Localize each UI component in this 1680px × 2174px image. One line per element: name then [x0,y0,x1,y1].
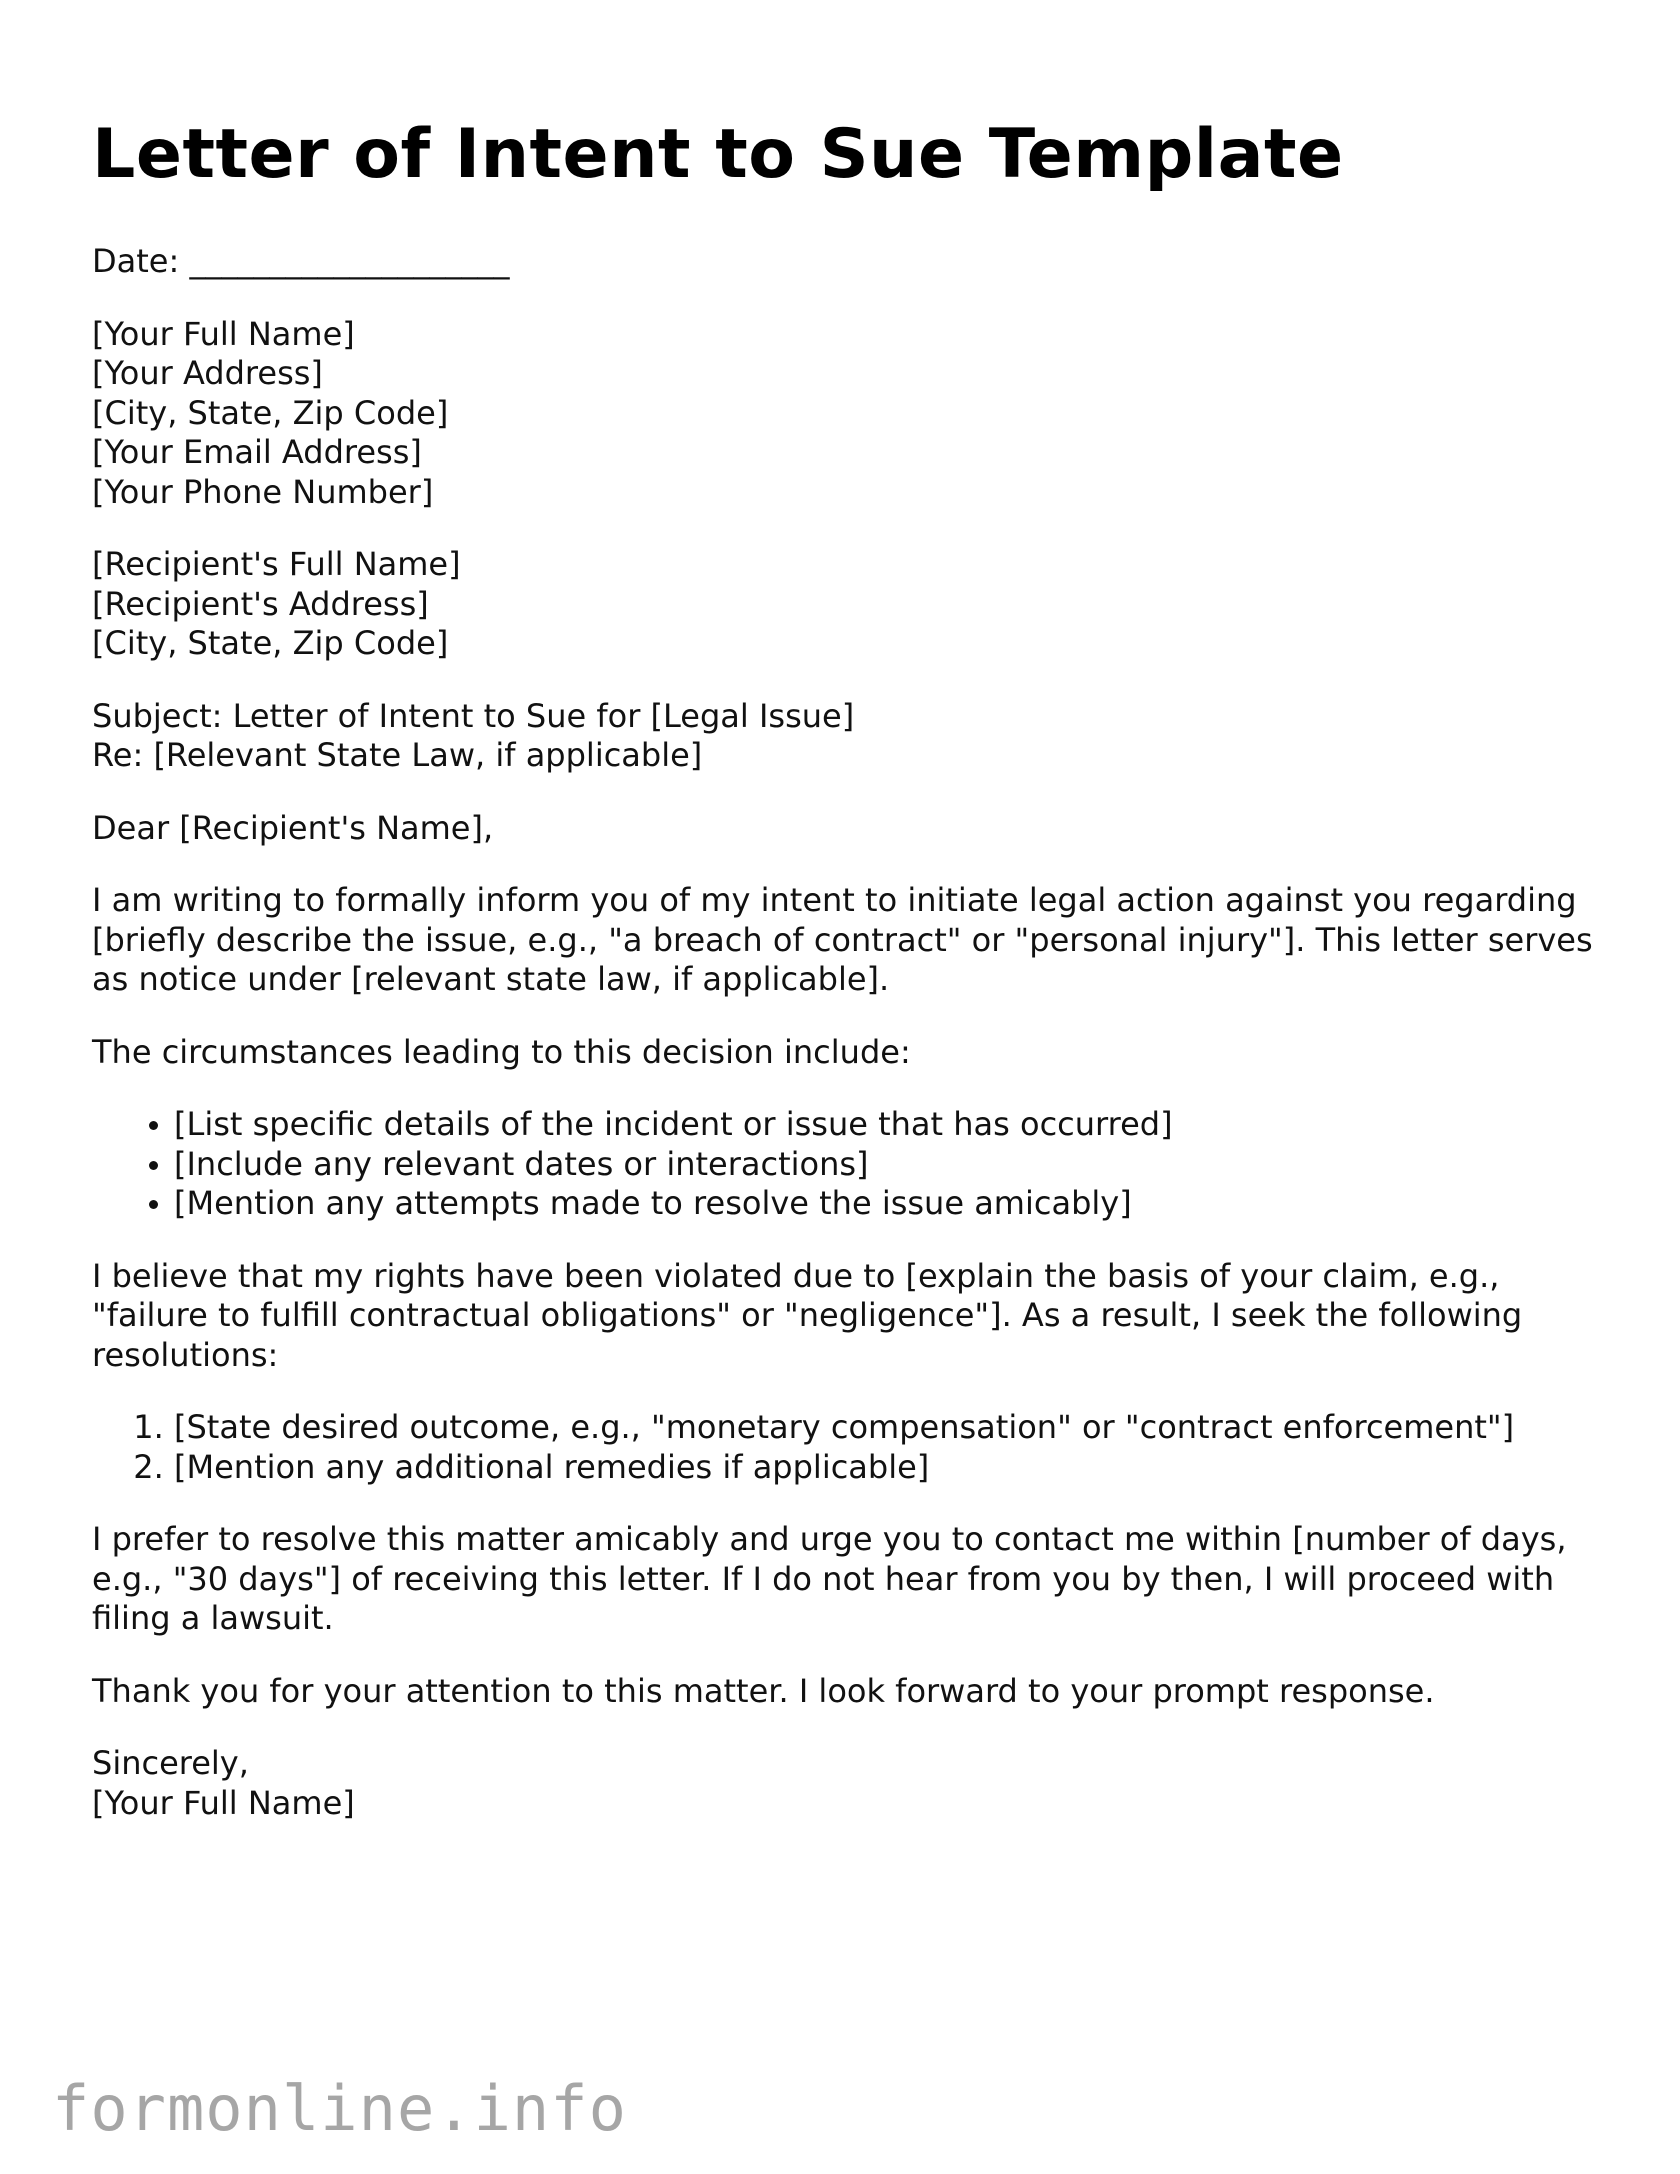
sender-address: [Your Address] [92,354,323,392]
sender-name: [Your Full Name] [92,314,355,353]
thanks-paragraph: Thank you for your attention to this matter. I look forward to your prompt response. [92,1671,1435,1710]
letter-body [92,242,1612,1823]
signature-name: [Your Full Name] [92,1783,355,1822]
date-line: Date: ____________________ [92,242,510,280]
valediction: Sincerely, [92,1744,249,1782]
subject-line: Subject: Letter of Intent to Sue for [Legal Issue] [92,696,855,735]
circumstances-list [92,1105,1612,1224]
list-item: • [Mention any attempts made to resolve the issue amicably] [174,1184,1612,1224]
resolutions-list [92,1408,1612,1487]
closing-block [92,1744,1612,1823]
list-item: 2. [Mention any additional remedies if applicable] [174,1448,1612,1488]
sender-email: [Your Email Address] [92,433,422,471]
recipient-block [92,545,1612,664]
sender-city: [City, State, Zip Code] [92,393,449,432]
subject-block [92,697,1612,776]
claim-paragraph: I believe that my rights have been violated due to [explain the basis of your claim, e.g., "failure to fulfill contractual obligations" or "negligence"]. As a result, I seek the following resolutions: [92,1256,1523,1374]
recipient-address: [Recipient's Address] [92,584,429,623]
circumstances-intro: The circumstances leading to this decision include: [92,1032,911,1071]
watermark: formonline.info [52,2072,627,2145]
deadline-paragraph: I prefer to resolve this matter amicably and urge you to contact me within [number of days, e.g., "30 days"] of receiving this letter. If I do not hear from you by then, I will proceed with filing a lawsuit. [92,1520,1567,1637]
sender-block [92,315,1612,513]
recipient-city: [City, State, Zip Code] [92,624,449,662]
intro-paragraph: I am writing to formally inform you of my intent to initiate legal action against you regarding [briefly describe the issue, e.g., "a breach of contract" or "personal injury"]. This letter serves as notice under [relevant state law, if applicable]. [92,881,1593,998]
list-item: • [Include any relevant dates or interactions] [174,1145,1612,1185]
recipient-name: [Recipient's Full Name] [92,545,461,583]
list-item: • [List specific details of the incident or issue that has occurred] [174,1105,1612,1145]
salutation: Dear [Recipient's Name], [92,808,494,847]
list-item: 1. [State desired outcome, e.g., "monetary compensation" or "contract enforcement"] [174,1408,1612,1448]
document-title: Letter of Intent to Sue Template [92,115,1344,194]
letter-page [92,112,1612,1856]
sender-phone: [Your Phone Number] [92,472,434,511]
re-line: Re: [Relevant State Law, if applicable] [92,736,703,774]
